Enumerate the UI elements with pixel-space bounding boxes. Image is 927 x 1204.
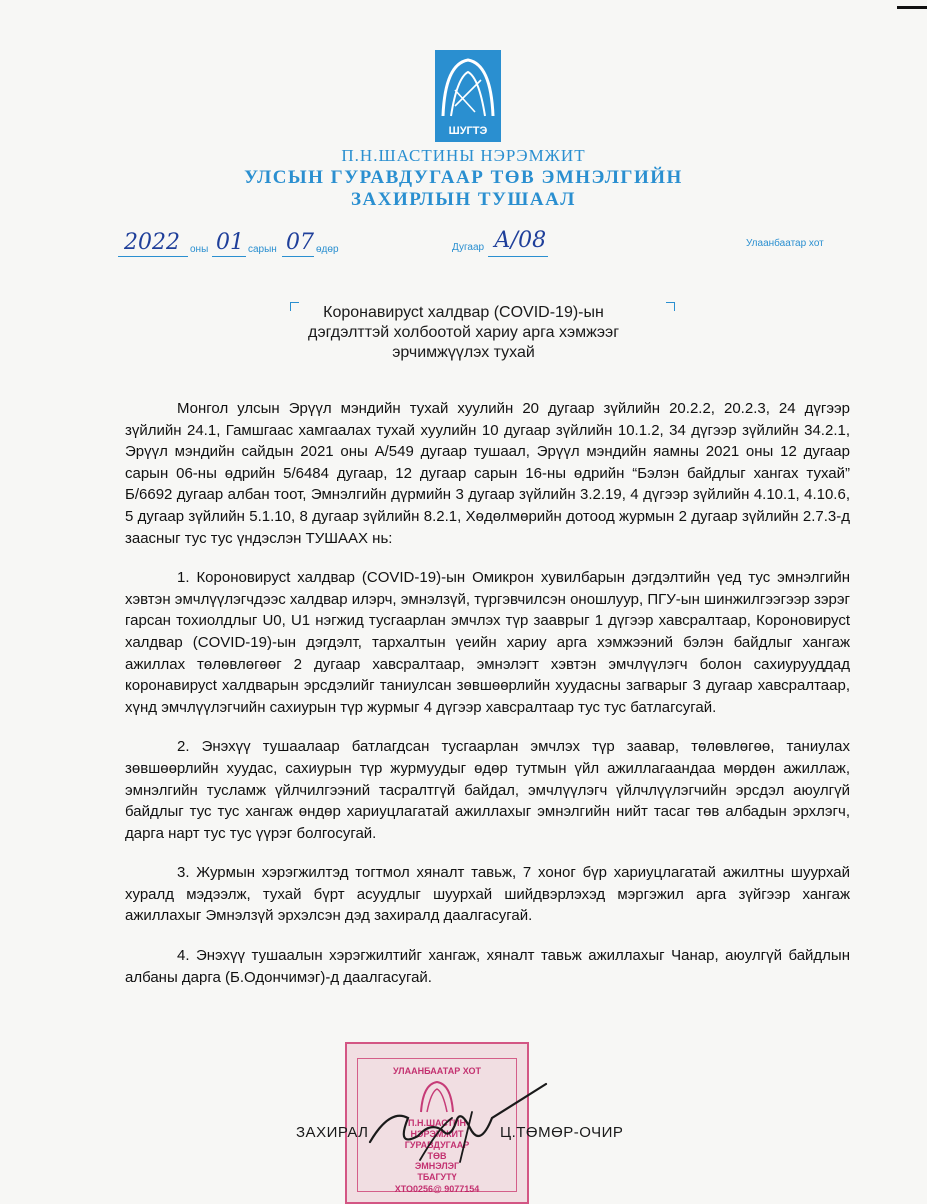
logo-text: ШУГТЭ	[448, 125, 488, 137]
org-name-line2: УЛСЫН ГУРАВДУГААР ТӨВ ЭМНЭЛГИЙН	[244, 167, 683, 188]
order-item-2: 2. Энэхүү тушаалаар батлагдсан тусгаарлан эмчлэх түр заавар, төлөвлөгөө, таниулах зөвшөөрлийн хуудас, сахиурын түр журмуудыг өдөр тутмын үйл ажиллагаандаа мөрдөн ажиллаж, эмнэлгийн тусламж үйлчилгээний тасралтгүй байдал, эмчлүүлэгч үйлчлүүлэгчийн эрсдэл аюулгүй байдлыг тус тус хангаж өндөр хариуцлагатай ажиллахыг эмнэлгийн нийт тасаг төв албадын эрхлэгч, дарга нарт тус тус үүрэг болгосугай.	[125, 738, 850, 842]
title-line1: Коронавирусt халдвар (COVID-19)-ын	[323, 304, 604, 321]
date-day: 07	[286, 230, 314, 255]
order-item-1: 1. Короновирусt халдвар (COVID-19)-ын Омикрон хувилбарын дэгдэлтийн үед тус эмнэлгийн хэвтэн эмчлүүлэгчдээс халдвар илэрч, эмнэлзүй, түргэвчилсэн оношлуур, ПГУ-ын шинжилгээгээр зэрэг гарсан тохиолдлыг U0, U1 нэгжид тусгаарлан эмчлэх түр зааврыг 1 дүгээр хавсралтаар, Короновирусt халдвар (COVID-19)-ын дэгдэлт, тархалтын үеийн хариу арга хэмжээний бэлэн байдлыг хангаж ажиллах төлөвлөгөөг 2 дугаар хавсралтаар, эмнэлэгт хэвтэн эмчлүүлэгч болон сахиурууддад коронавирусt халдварын эрсдэлийг таниулсан зөвшөөрлийн хуудасны загварыг 3 дугаар хавсралтаар, хүнд эмчлүүлэгчийн сахиурын түр журмыг 4 дүгээр хавсралтаар тус тус батлагсугай.	[125, 569, 850, 716]
date-number-row	[0, 226, 927, 266]
date-month: 01	[216, 230, 244, 255]
title-line2: дэгдэлттэй холбоотой хариу арга хэмжээг	[307, 324, 620, 341]
title-line3: эрчимжүүлэх тухай	[392, 344, 535, 361]
order-body	[125, 398, 850, 988]
document-type: ЗАХИРЛЫН ТУШААЛ	[351, 189, 576, 210]
order-item-4: 4. Энэхүү тушаалын хэрэгжилтийг хангаж, хяналт тавьж ажиллахыг Чанар, аюулгүй байдлын албаны дарга (Б.Одончимэг)-д даалгасугай.	[125, 947, 850, 986]
signer-name: Ц.ТӨМӨР-ОЧИР	[500, 1124, 624, 1141]
order-number: А/08	[494, 228, 547, 253]
year-label: оны	[190, 244, 209, 255]
date-year: 2022	[124, 230, 180, 255]
signer-title: ЗАХИРАЛ	[296, 1124, 369, 1141]
order-item-3: 3. Журмын хэрэгжилтэд тогтмол хяналт тавьж, 7 хоног бүр хариуцлагатай ажилтны шуурхай хуралд мэдээлж, тухай бүрт асуудлыг шуурхай шийдвэрлэхэд мэргэжил арга зүйгээр хангаж ажиллахыг Эмнэлзүй эрхэлсэн дэд захиралд даалгасугай.	[125, 864, 850, 925]
signature-scribble	[360, 1078, 550, 1168]
city-label: Улаанбаатар хот	[746, 238, 824, 249]
preamble-paragraph: Монгол улсын Эрүүл мэндийн тухай хуулийн 20 дугаар зүйлийн 20.2.2, 20.2.3, 24 дүгээр зүйлийн 24.1, Гамшгаас хамгаалах тухай хуулийн 10 дугаар зүйлийн 10.1.2, 34 дүгээр зүйлийн 34.2.1, Эрүүл мэндийн сайдын 2021 оны А/549 дугаар тушаал, Эрүүл мэндийн яамны 2021 оны 12 дугаар сарын 06-ны өдрийн 5/6484 дугаар, 12 дугаар сарын 16-ны өдрийн “Бэлэн байдлыг хангах тухай” Б/6692 дугаар албан тоот, Эмнэлгийн дүрмийн 3 дугаар зүйлийн 3.2.19, 4 дүгээр зүйлийн 4.10.1, 4.10.6, 5 дугаар зүйлийн 5.1.10, 8 дугаар зүйлийн 8.2.1, Хөдөлмөрийн дотоод журмын 2 дугаар зүйлийн 2.7.3-д заасныг тус тус үндэслэн ТУШААХ нь:	[125, 400, 850, 547]
order-title	[0, 303, 927, 363]
official-stamp: УЛААНБААТАР ХОТ П.Н.ШАСТИН НЭРЭМЖИТ ГУРАВДУГААР ТӨВ ЭМНЭЛЭГ ТБАГУТҮ ХТО0256@ 9077154	[345, 1042, 529, 1204]
hospital-logo	[435, 50, 501, 142]
day-label: өдөр	[316, 244, 339, 255]
scan-mark	[897, 6, 927, 9]
month-label: сарын	[248, 244, 277, 255]
org-name-line1: П.Н.ШАСТИНЫ НЭРЭМЖИТ	[341, 146, 586, 165]
number-label: Дугаар	[452, 242, 485, 253]
